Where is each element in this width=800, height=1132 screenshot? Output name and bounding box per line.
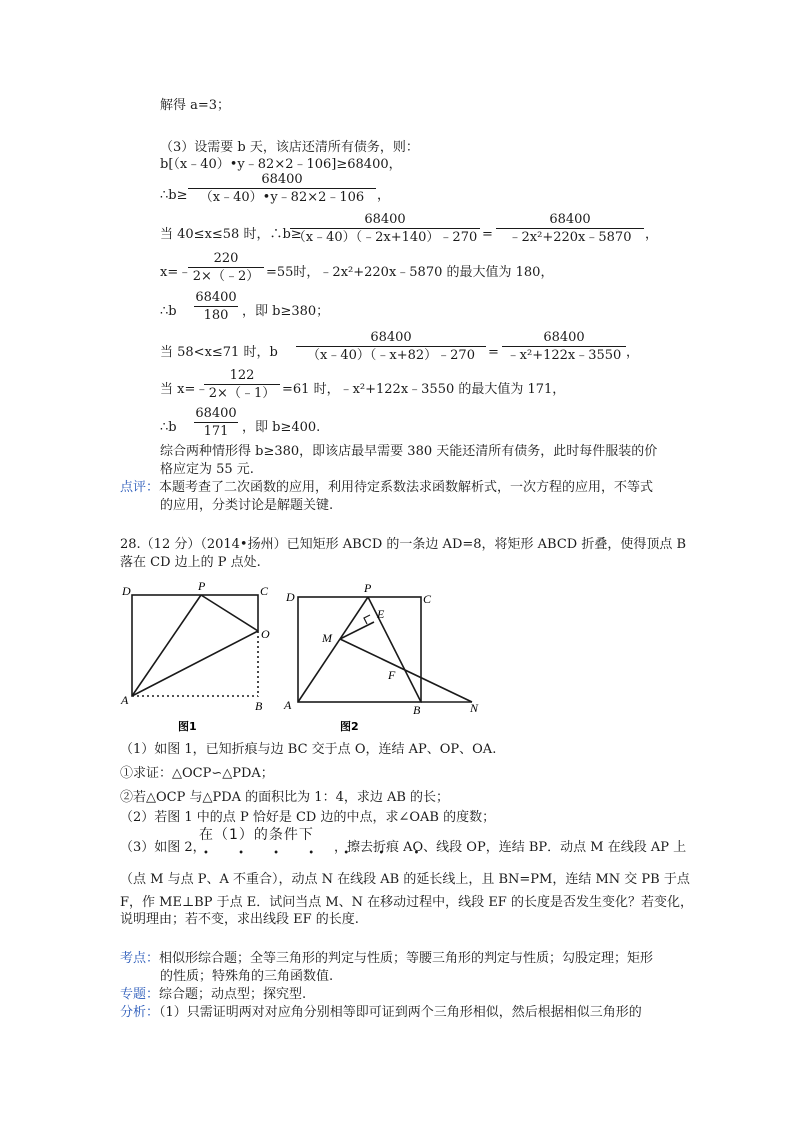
fig2-label-a: A	[284, 698, 292, 712]
equals-sign-1: =	[482, 227, 493, 242]
fraction-4	[188, 251, 264, 284]
fig2-label-e: E	[377, 607, 385, 621]
fig2-label-c: C	[423, 592, 432, 606]
therefore-b-prefix: ∴b≥	[160, 188, 188, 203]
fraction-1	[188, 172, 376, 205]
question-3-suffix: ，擦去折痕 AO、线段 OP，连结 BP．动点 M 在线段 AP 上	[334, 840, 687, 855]
fraction-4-denominator: 2×（﹣2）	[192, 269, 260, 284]
fraction-2-numerator: 68400	[364, 212, 406, 227]
fraction-6	[296, 330, 486, 363]
fig1-label-c: C	[260, 584, 269, 598]
figure-2	[280, 582, 490, 742]
kaodian-line-1	[120, 951, 653, 967]
fraction-7	[502, 330, 626, 363]
comment-text-1: 本题考查了二次函数的应用，利用待定系数法求函数解析式，一次方程的应用，不等式	[159, 480, 654, 495]
figure-2-rectangle	[298, 597, 421, 702]
question-3-prefix: （3）如图 2，	[120, 840, 206, 855]
summary-line-2: 格应定为 55 元.	[160, 462, 254, 477]
b-result-2-suffix: ，即 b≥400.	[242, 420, 321, 435]
fraction-1-denominator: （x﹣40）•y﹣82×2﹣106	[199, 190, 365, 205]
fig2-label-f: F	[388, 668, 396, 682]
fig1-label-d: D	[122, 584, 131, 598]
b-result-2-prefix: ∴b	[160, 420, 177, 435]
figure-2-line-pb	[368, 597, 421, 702]
zhuanti-line	[120, 987, 306, 1003]
problem28-line-1: 28.（12 分）（2014•扬州）已知矩形 ABCD 的一条边 AD=8，将矩形 ABCD 折叠，使得顶点 B	[120, 537, 687, 552]
comment-line-2: 的应用，分类讨论是解题关键.	[160, 498, 334, 513]
x-eq-suffix: =55时，﹣2x²+220x﹣5870 的最大值为 180，	[266, 265, 554, 280]
part3-intro: （3）设需要 b 天，该店还清所有债务，则：	[160, 140, 419, 155]
question-3-emphasis: 在（1）的条件下	[199, 827, 314, 843]
question-3-line-4: 说明理由；若不变，求出线段 EF 的长度.	[120, 912, 359, 927]
x2-prefix: 当 x=﹣	[160, 382, 209, 397]
fraction-8-numerator: 122	[229, 368, 255, 383]
inequality-line: b[（x﹣40）•y﹣82×2﹣106]≥68400，	[160, 157, 402, 172]
fig2-label-p: P	[364, 582, 372, 595]
fraction-9-denominator: 171	[203, 424, 229, 439]
fraction-3-suffix: ，	[645, 227, 659, 242]
comment-line-1	[120, 480, 653, 496]
fraction-7-suffix: ，	[626, 345, 640, 360]
comment-label: 点评：	[120, 480, 160, 495]
fraction-5	[194, 290, 238, 323]
fraction-3-denominator: ﹣2x²+220x﹣5870	[508, 230, 632, 245]
summary-line-1: 综合两种情形得 b≥380，即该店最早需要 380 天能还清所有债务，此时每件服装的价	[160, 444, 658, 459]
fraction-7-denominator: ﹣x²+122x﹣3550	[506, 348, 622, 363]
equals-sign-2: =	[488, 345, 499, 360]
fig2-label-d: D	[286, 590, 295, 604]
case1-prefix: 当 40≤x≤58 时，∴b≥	[160, 227, 302, 242]
kaodian-label: 考点：	[120, 951, 160, 966]
kaodian-line-2: 的性质；特殊角的三角函数值.	[160, 969, 334, 984]
zhuanti-label: 专题：	[120, 987, 160, 1002]
kaodian-text-1: 相似形综合题；全等三角形的判定与性质；等腰三角形的判定与性质；勾股定理；矩形	[159, 951, 654, 966]
x-eq-prefix: x=﹣	[160, 265, 192, 280]
fraction-2-denominator: （x﹣40）（﹣2x+140）﹣270	[292, 230, 478, 245]
figure-2-right-angle-mark	[364, 615, 370, 624]
fraction-3-numerator: 68400	[549, 212, 591, 227]
figure-1-rectangle	[132, 595, 258, 696]
fraction-4-numerator: 220	[213, 251, 239, 266]
figure-1-caption: 图1	[178, 720, 197, 733]
fraction-8-denominator: 2×（﹣1）	[208, 386, 276, 401]
fenxi-line	[120, 1005, 642, 1021]
fenxi-label: 分析：	[120, 1005, 160, 1020]
figure-1	[110, 580, 280, 740]
fig2-label-m: M	[322, 631, 332, 645]
fraction-1-suffix: ，	[377, 188, 391, 203]
fenxi-text: （1）只需证明两对对应角分别相等即可证到两个三角形相似，然后根据相似三角形的	[159, 1005, 642, 1020]
fraction-3	[496, 212, 644, 245]
figure-1-line-ap	[132, 595, 201, 696]
fraction-8	[204, 368, 280, 401]
emphasis-dots: • • • • • • •	[203, 848, 433, 859]
fig1-label-b: B	[255, 699, 263, 713]
x2-suffix: =61 时，﹣x²+122x﹣3550 的最大值为 171，	[282, 382, 566, 397]
b-result-1-suffix: ，即 b≥380；	[242, 304, 330, 319]
fraction-2	[290, 212, 480, 245]
figure-2-caption: 图2	[340, 720, 359, 733]
fraction-6-numerator: 68400	[370, 330, 412, 345]
fig1-label-o: O	[261, 627, 270, 641]
question-2: （2）若图 1 中的点 P 恰好是 CD 边的中点，求∠OAB 的度数；	[120, 810, 496, 825]
figure-2-line-ap	[298, 597, 368, 702]
figure-1-line-po	[201, 595, 258, 631]
zhuanti-text: 综合题；动点型；探究型.	[159, 987, 307, 1002]
question-1: （1）如图 1，已知折痕与边 BC 交于点 O，连结 AP、OP、OA.	[120, 742, 497, 757]
fraction-9	[194, 406, 238, 439]
question-1a: ①求证：△OCP∽△PDA；	[120, 766, 274, 781]
figure-1-line-ao	[132, 631, 258, 696]
b-result-1-prefix: ∴b	[160, 304, 177, 319]
fraction-6-denominator: （x﹣40）（﹣x+82）﹣270	[307, 348, 475, 363]
fraction-5-denominator: 180	[203, 308, 229, 323]
fig2-label-n: N	[470, 701, 479, 715]
case2-prefix: 当 58<x≤71 时，b	[160, 345, 278, 360]
fraction-9-numerator: 68400	[195, 406, 237, 421]
fig2-label-b: B	[413, 703, 421, 717]
solution-line-a3: 解得 a=3；	[160, 98, 231, 113]
fraction-1-numerator: 68400	[261, 172, 303, 187]
question-3-line-2: （点 M 与点 P、A 不重合），动点 N 在线段 AB 的延长线上，且 BN=PM，连结 MN 交 PB 于点	[120, 872, 690, 887]
question-1b: ②若△OCP 与△PDA 的面积比为 1：4，求边 AB 的长；	[120, 790, 450, 805]
fig1-label-p: P	[198, 580, 206, 593]
question-3-line-3: F，作 ME⊥BP 于点 E．试问当点 M、N 在移动过程中，线段 EF 的长度是否发生变化？若变化，	[120, 895, 693, 910]
problem28-line-2: 落在 CD 边上的 P 点处.	[120, 555, 261, 570]
figure-2-line-mn	[340, 639, 472, 702]
fraction-5-numerator: 68400	[195, 290, 237, 305]
fraction-7-numerator: 68400	[543, 330, 585, 345]
fig1-label-a: A	[121, 693, 129, 707]
